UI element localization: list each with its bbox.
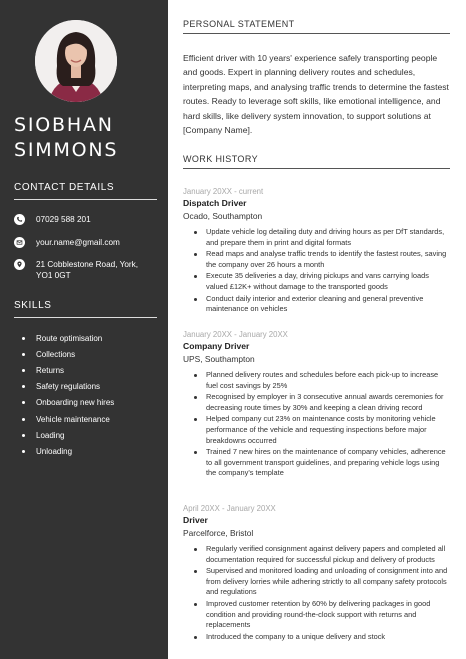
skill-item: Onboarding new hires	[22, 395, 114, 411]
skill-item: Safety regulations	[22, 379, 114, 395]
contact-heading: CONTACT DETAILS	[14, 182, 157, 200]
job-title: Dispatch Driver	[183, 198, 247, 208]
skill-item: Returns	[22, 362, 114, 378]
candidate-name	[14, 113, 164, 163]
duty-item: Execute 35 deliveries a day, driving pickups and vans carrying loads valued £12K+ without damage to the transported goods	[194, 271, 451, 292]
job-entry	[183, 186, 451, 316]
duty-item: Read maps and analyse traffic trends to identify the fastest routes, saving the company over 26 hours a month	[194, 249, 451, 270]
duty-item: Recognised by employer in 3 consecutive annual awards ceremonies for decreasing route times by 30% and keeping a clean driving record	[194, 392, 451, 413]
job-duties	[183, 544, 451, 642]
duty-item: Improved customer retention by 60% by delivering packages in good condition and providing round-the-clock support with returns and replacements	[194, 599, 451, 631]
duty-item: Conduct daily interior and exterior cleaning and general preventive maintenance on vehicles	[194, 294, 451, 315]
duty-item: Trained 7 new hires on the maintenance of company vehicles, adherence to all government transport guidelines, and preparing vehicle logs using the company's template	[194, 447, 451, 479]
skill-item: Unloading	[22, 443, 114, 459]
job-duties	[183, 227, 451, 315]
job-company: Parcelforce, Bristol	[183, 528, 254, 538]
personal-statement: Efficient driver with 10 years' experience safely transporting people and goods. Expert in planning delivery routes and schedules, interpreting maps, and analysing traffic trends to determine the fastest routes. Ready to leverage soft skills, like emotional intelligence, and hard skills, like delivery system innovation, to support solutions at [Company Name].	[183, 53, 449, 136]
skill-item: Route optimisation	[22, 330, 114, 346]
address-line-1: 21 Cobblestone Road, York,	[36, 260, 138, 269]
skill-item: Vehicle maintenance	[22, 411, 114, 427]
job-dates: January 20XX - current	[183, 187, 264, 196]
profile-photo	[35, 20, 117, 102]
job-company: UPS, Southampton	[183, 354, 255, 364]
profile-photo-image	[35, 20, 117, 102]
job-entry	[183, 503, 451, 643]
job-dates: January 20XX - January 20XX	[183, 330, 288, 339]
first-name: SIOBHAN	[14, 114, 114, 136]
contact-phone	[14, 214, 164, 225]
skill-item: Collections	[22, 346, 114, 362]
duty-item: Supervised and monitored loading and unloading of consignment into and from delivery lorries while adhering strictly to all company safety protocols and regulations	[194, 566, 451, 598]
contact-email	[14, 237, 164, 248]
job-duties	[183, 370, 451, 479]
duty-item: Introduced the company to a unique delivery and stock	[194, 632, 451, 643]
location-pin-icon	[14, 259, 25, 270]
job-entry	[183, 329, 451, 480]
job-title: Driver	[183, 515, 208, 525]
skill-item: Loading	[22, 427, 114, 443]
address-line-2: YO1 0GT	[36, 271, 71, 280]
duty-item: Regularly verified consignment against delivery papers and completed all documentation required for successful pickup and delivery of products	[194, 544, 451, 565]
job-title: Company Driver	[183, 341, 250, 351]
duty-item: Helped company cut 23% on maintenance costs by monitoring vehicle performance of the vehicle and requesting inspections before major breakdowns occurred	[194, 414, 451, 446]
sidebar	[0, 0, 168, 659]
address	[36, 259, 138, 281]
duty-item: Planned delivery routes and schedules before each pick-up to increase fuel cost savings by 25%	[194, 370, 451, 391]
last-name: SIMMONS	[14, 139, 119, 161]
job-dates: April 20XX - January 20XX	[183, 504, 276, 513]
work-history-heading: WORK HISTORY	[183, 154, 450, 169]
phone-number: 07029 588 201	[36, 215, 91, 224]
email-icon	[14, 237, 25, 248]
skills-heading: SKILLS	[14, 300, 157, 318]
statement-heading: PERSONAL STATEMENT	[183, 19, 450, 34]
phone-icon	[14, 214, 25, 225]
job-company: Ocado, Southampton	[183, 211, 263, 221]
contact-address	[14, 259, 164, 281]
skills-list	[22, 330, 114, 460]
duty-item: Update vehicle log detailing duty and driving hours as per DfT standards, and prepare them in print and digital formats	[194, 227, 451, 248]
email-address: your.name@gmail.com	[36, 238, 120, 247]
